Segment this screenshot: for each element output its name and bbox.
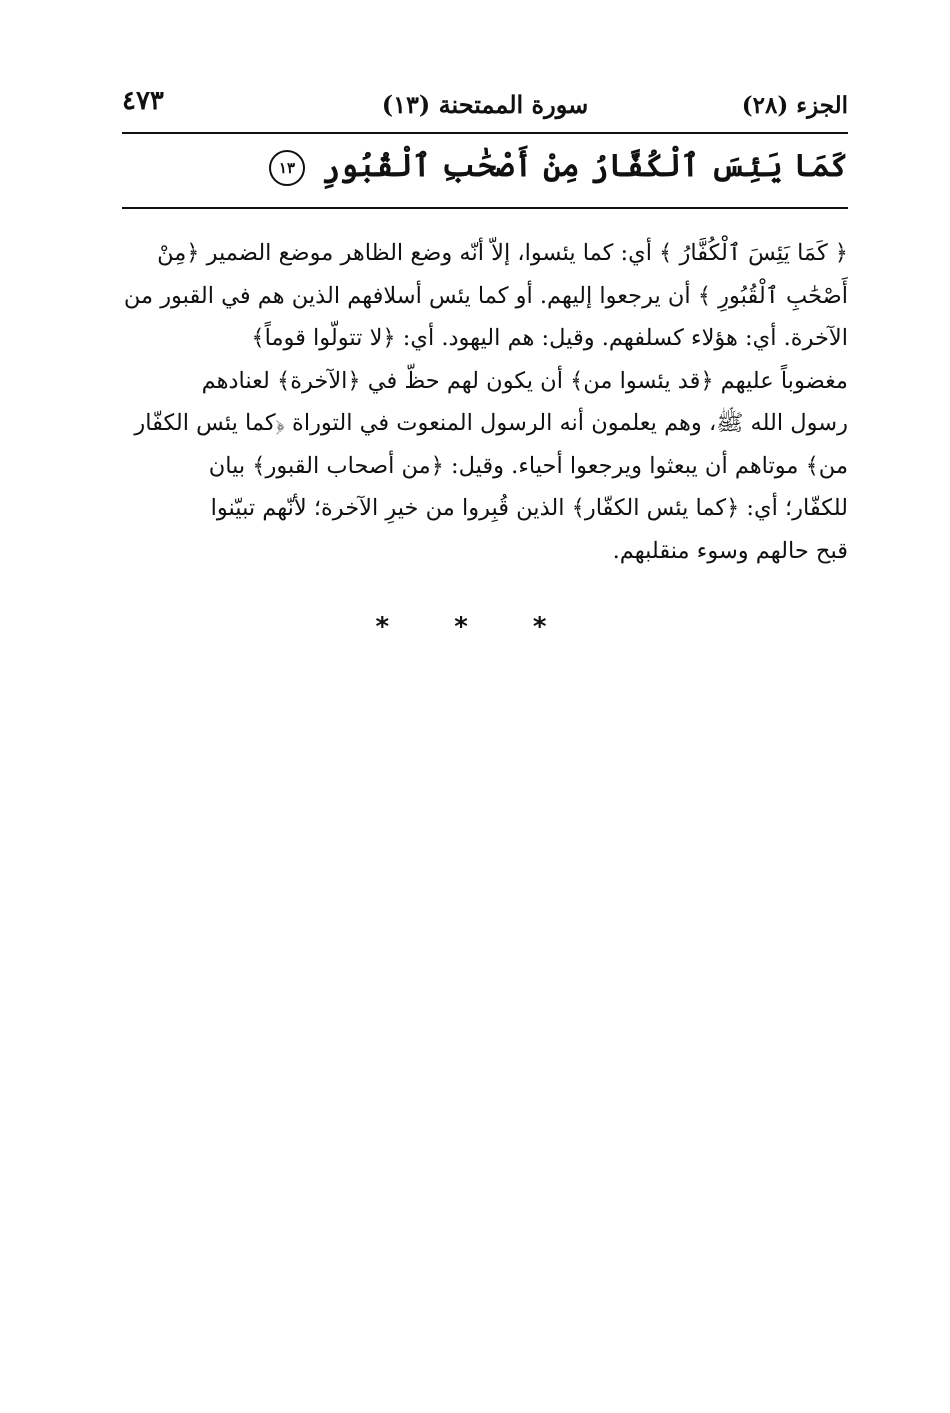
header-rule [122,132,848,134]
commentary-line: رسول الله ﷺ، وهم يعلمون أنه الرسول المنعوت في التوراة ﴿كما يئس الكفّار [134,410,848,436]
surah-title: سورة الممتحنة (١٣) [381,90,589,119]
commentary-line: قبح حالهم وسوء منقلبهم. [612,537,848,564]
commentary-line: ﴿ كَمَا يَئِسَ ٱلْكُفَّارُ ﴾ أي: كما يئسوا، إلاّ أنّه وضع الظاهر موضع الضمير ﴿مِنْ [157,240,848,266]
part-label: الجزء (٢٨) [741,92,848,119]
commentary-line: من﴾ موتاهم أن يبعثوا ويرجعوا أحياء. وقيل: ﴿من أصحاب القبور﴾ بيان [208,452,848,479]
commentary-line: للكفّار؛ أي: ﴿كما يئس الكفّار﴾ الذين قُبِروا من خيرِ الآخرة؛ لأنّهم تبيّنوا [210,495,848,521]
verse-text: كَمَا يَئِسَ ٱلْكُفَّارُ مِنْ أَصْحَٰبِ ٱلْقُبُورِ [321,148,848,184]
commentary-line: الآخرة. أي: هؤلاء كسلفهم. وقيل: هم اليهود. أي: ﴿لا تتولّوا قوماً﴾ [251,325,848,351]
running-header [122,80,848,130]
verse-heading [122,148,848,204]
ayah-number-marker: ١٣ [269,150,305,186]
page-number: ٤٧٣ [122,86,164,116]
verse-rule [122,207,848,209]
commentary-text [110,232,848,572]
commentary-line: أَصْحَٰبِ ٱلْقُبُورِ ﴾ أن يرجعوا إليهم. أو كما يئس أسلافهم الذين هم في القبور من [123,282,848,309]
section-separator: * * * [375,612,575,642]
commentary-line: مغضوباً عليهم ﴿قد يئسوا من﴾ أن يكون لهم حظّ في ﴿الآخرة﴾ لعنادهم [201,367,848,394]
